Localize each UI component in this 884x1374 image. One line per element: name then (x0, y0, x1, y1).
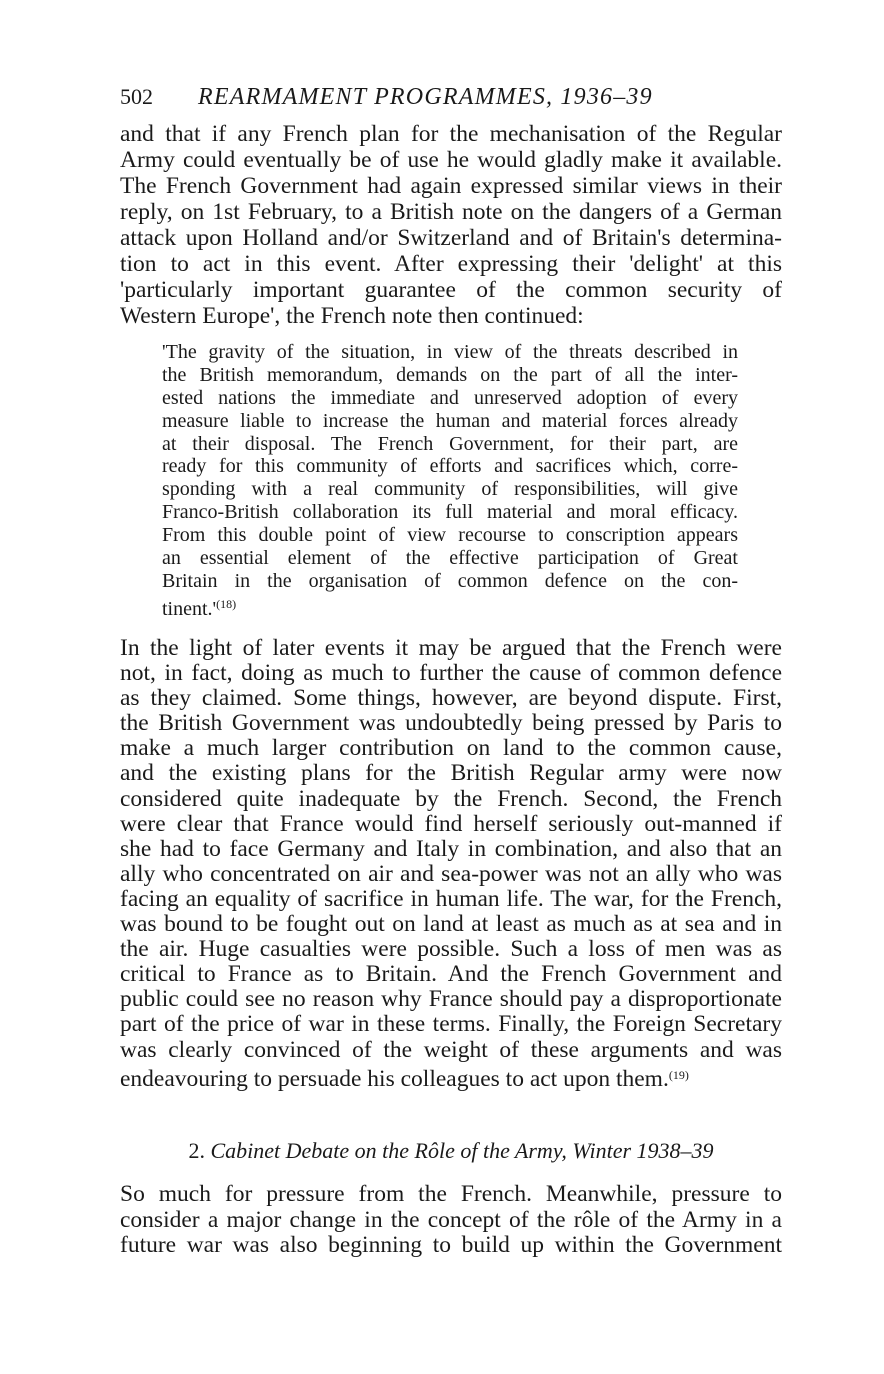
text-line (162, 547, 738, 570)
text-line (120, 912, 782, 937)
text-line (162, 387, 738, 410)
line-text: tion to act in this event. After expressing their 'delight' at this (120, 251, 782, 277)
line-text: tinent.' (162, 597, 217, 620)
text-line (120, 303, 782, 329)
text-line (120, 962, 782, 987)
footnote-reference: (19) (668, 1067, 689, 1082)
text-line (162, 570, 738, 593)
text-line (120, 937, 782, 962)
text-line (120, 173, 782, 199)
text-line (120, 812, 782, 837)
line-text: and that if any French plan for the mechanisation of the Regular (120, 121, 782, 147)
text-line (120, 837, 782, 862)
line-text: facing an equality of sacrifice in human life. The war, for the French, (120, 885, 782, 912)
text-line (120, 199, 782, 225)
line-text: make a much larger contribution on land to the common cause, (120, 735, 782, 762)
text-line (120, 1038, 782, 1063)
paragraph-3 (120, 1182, 782, 1259)
line-text: as they claimed. Some things, however, are beyond dispute. First, (120, 685, 782, 712)
text-line (120, 636, 782, 661)
text-line (120, 277, 782, 303)
line-text: attack upon Holland and/or Switzerland and of Britain's determina- (120, 225, 782, 251)
text-line (120, 121, 782, 147)
section-number: 2. (188, 1138, 205, 1163)
block-quote (162, 341, 738, 620)
text-line (162, 501, 738, 524)
line-text: an essential element of the effective participation of Great (162, 547, 738, 570)
line-text: the air. Huge casualties were possible. Such a loss of men was as (120, 936, 782, 963)
line-text: consider a major change in the concept of the rôle of the Army in a (120, 1206, 782, 1233)
line-text: measure liable to increase the human and material forces already (162, 409, 738, 432)
text-line (120, 661, 782, 686)
text-line (120, 1012, 782, 1037)
line-text: the British Government was undoubtedly being pressed by Paris to (120, 710, 782, 737)
line-text: From this double point of view recourse to conscription appears (162, 524, 738, 547)
footnote-reference: (18) (216, 596, 237, 611)
running-title: REARMAMENT PROGRAMMES, 1936–39 (198, 84, 653, 110)
text-line (120, 987, 782, 1012)
line-text: were clear that France would find herself seriously out-manned if (120, 810, 782, 837)
line-text: Britain in the organisation of common defence on the con- (162, 569, 738, 592)
line-text: part of the price of war in these terms. Finally, the Foreign Secretary (120, 1011, 782, 1038)
text-line (120, 1182, 782, 1208)
line-text: 'The gravity of the situation, in view of the threats described in (162, 341, 738, 363)
line-text: ested nations the immediate and unreserved adoption of every (162, 386, 738, 409)
text-line (162, 341, 738, 364)
paragraph-1 (120, 121, 782, 329)
page-number: 502 (120, 84, 153, 109)
line-text: Franco-British collaboration its full material and moral efficacy. (162, 501, 738, 524)
line-text: not, in fact, doing as much to further the cause of common defence (120, 660, 782, 687)
text-line (162, 524, 738, 547)
text-line (120, 887, 782, 912)
text-line (120, 862, 782, 887)
text-line (120, 1233, 782, 1259)
line-text: future war was also beginning to build up within the Government (120, 1232, 782, 1258)
line-text: at their disposal. The French Government, for their part, are (162, 432, 738, 455)
line-text: the British memorandum, demands on the part of all the inter- (162, 363, 738, 386)
line-text: and the existing plans for the British Regular army were now (120, 760, 782, 787)
text-line (162, 593, 738, 620)
text-line (120, 787, 782, 812)
section-heading (120, 1138, 782, 1164)
text-line (162, 478, 738, 501)
text-line (120, 147, 782, 173)
text-line (120, 761, 782, 786)
line-text: sponding with a real community of responsibilities, will give (162, 478, 738, 501)
text-line (120, 1063, 782, 1092)
line-text: ready for this community of efforts and sacrifices which, corre- (162, 455, 738, 478)
text-line (120, 686, 782, 711)
text-line (162, 455, 738, 478)
line-text: 'particularly important guarantee of the common security of (120, 277, 782, 303)
paragraph-2 (120, 635, 782, 1092)
text-line (162, 410, 738, 433)
line-text: she had to face Germany and Italy in combination, and also that an (120, 835, 782, 862)
line-text: was bound to be fought out on land at least as much as at sea and in (120, 911, 782, 938)
line-text: considered quite inadequate by the French. Second, the French (120, 785, 782, 812)
line-text: In the light of later events it may be argued that the French were (120, 635, 782, 661)
text-line (120, 251, 782, 277)
running-header (120, 84, 782, 111)
line-text: Army could eventually be of use he would gladly make it available. (120, 147, 782, 173)
text-line (162, 364, 738, 387)
text-line (162, 433, 738, 456)
line-text: public could see no reason why France should pay a disproportionate (120, 986, 782, 1013)
line-text: So much for pressure from the French. Meanwhile, pressure to (120, 1181, 782, 1207)
line-text: ally who concentrated on air and sea-power was not an ally who was (120, 860, 782, 887)
line-text: critical to France as to Britain. And the French Government and (120, 961, 782, 988)
text-line (120, 225, 782, 251)
text-line (120, 1208, 782, 1234)
line-text: endeavouring to persuade his colleagues to act upon them. (120, 1065, 669, 1092)
text-line (120, 711, 782, 736)
line-text: reply, on 1st February, to a British note on the dangers of a German (120, 199, 782, 225)
text-line (120, 736, 782, 761)
line-text: The French Government had again expressed similar views in their (120, 173, 782, 199)
line-text: Western Europe', the French note then continued: (120, 303, 584, 329)
section-title: Cabinet Debate on the Rôle of the Army, Winter 1938–39 (210, 1138, 714, 1163)
line-text: was clearly convinced of the weight of these arguments and was (120, 1036, 782, 1063)
